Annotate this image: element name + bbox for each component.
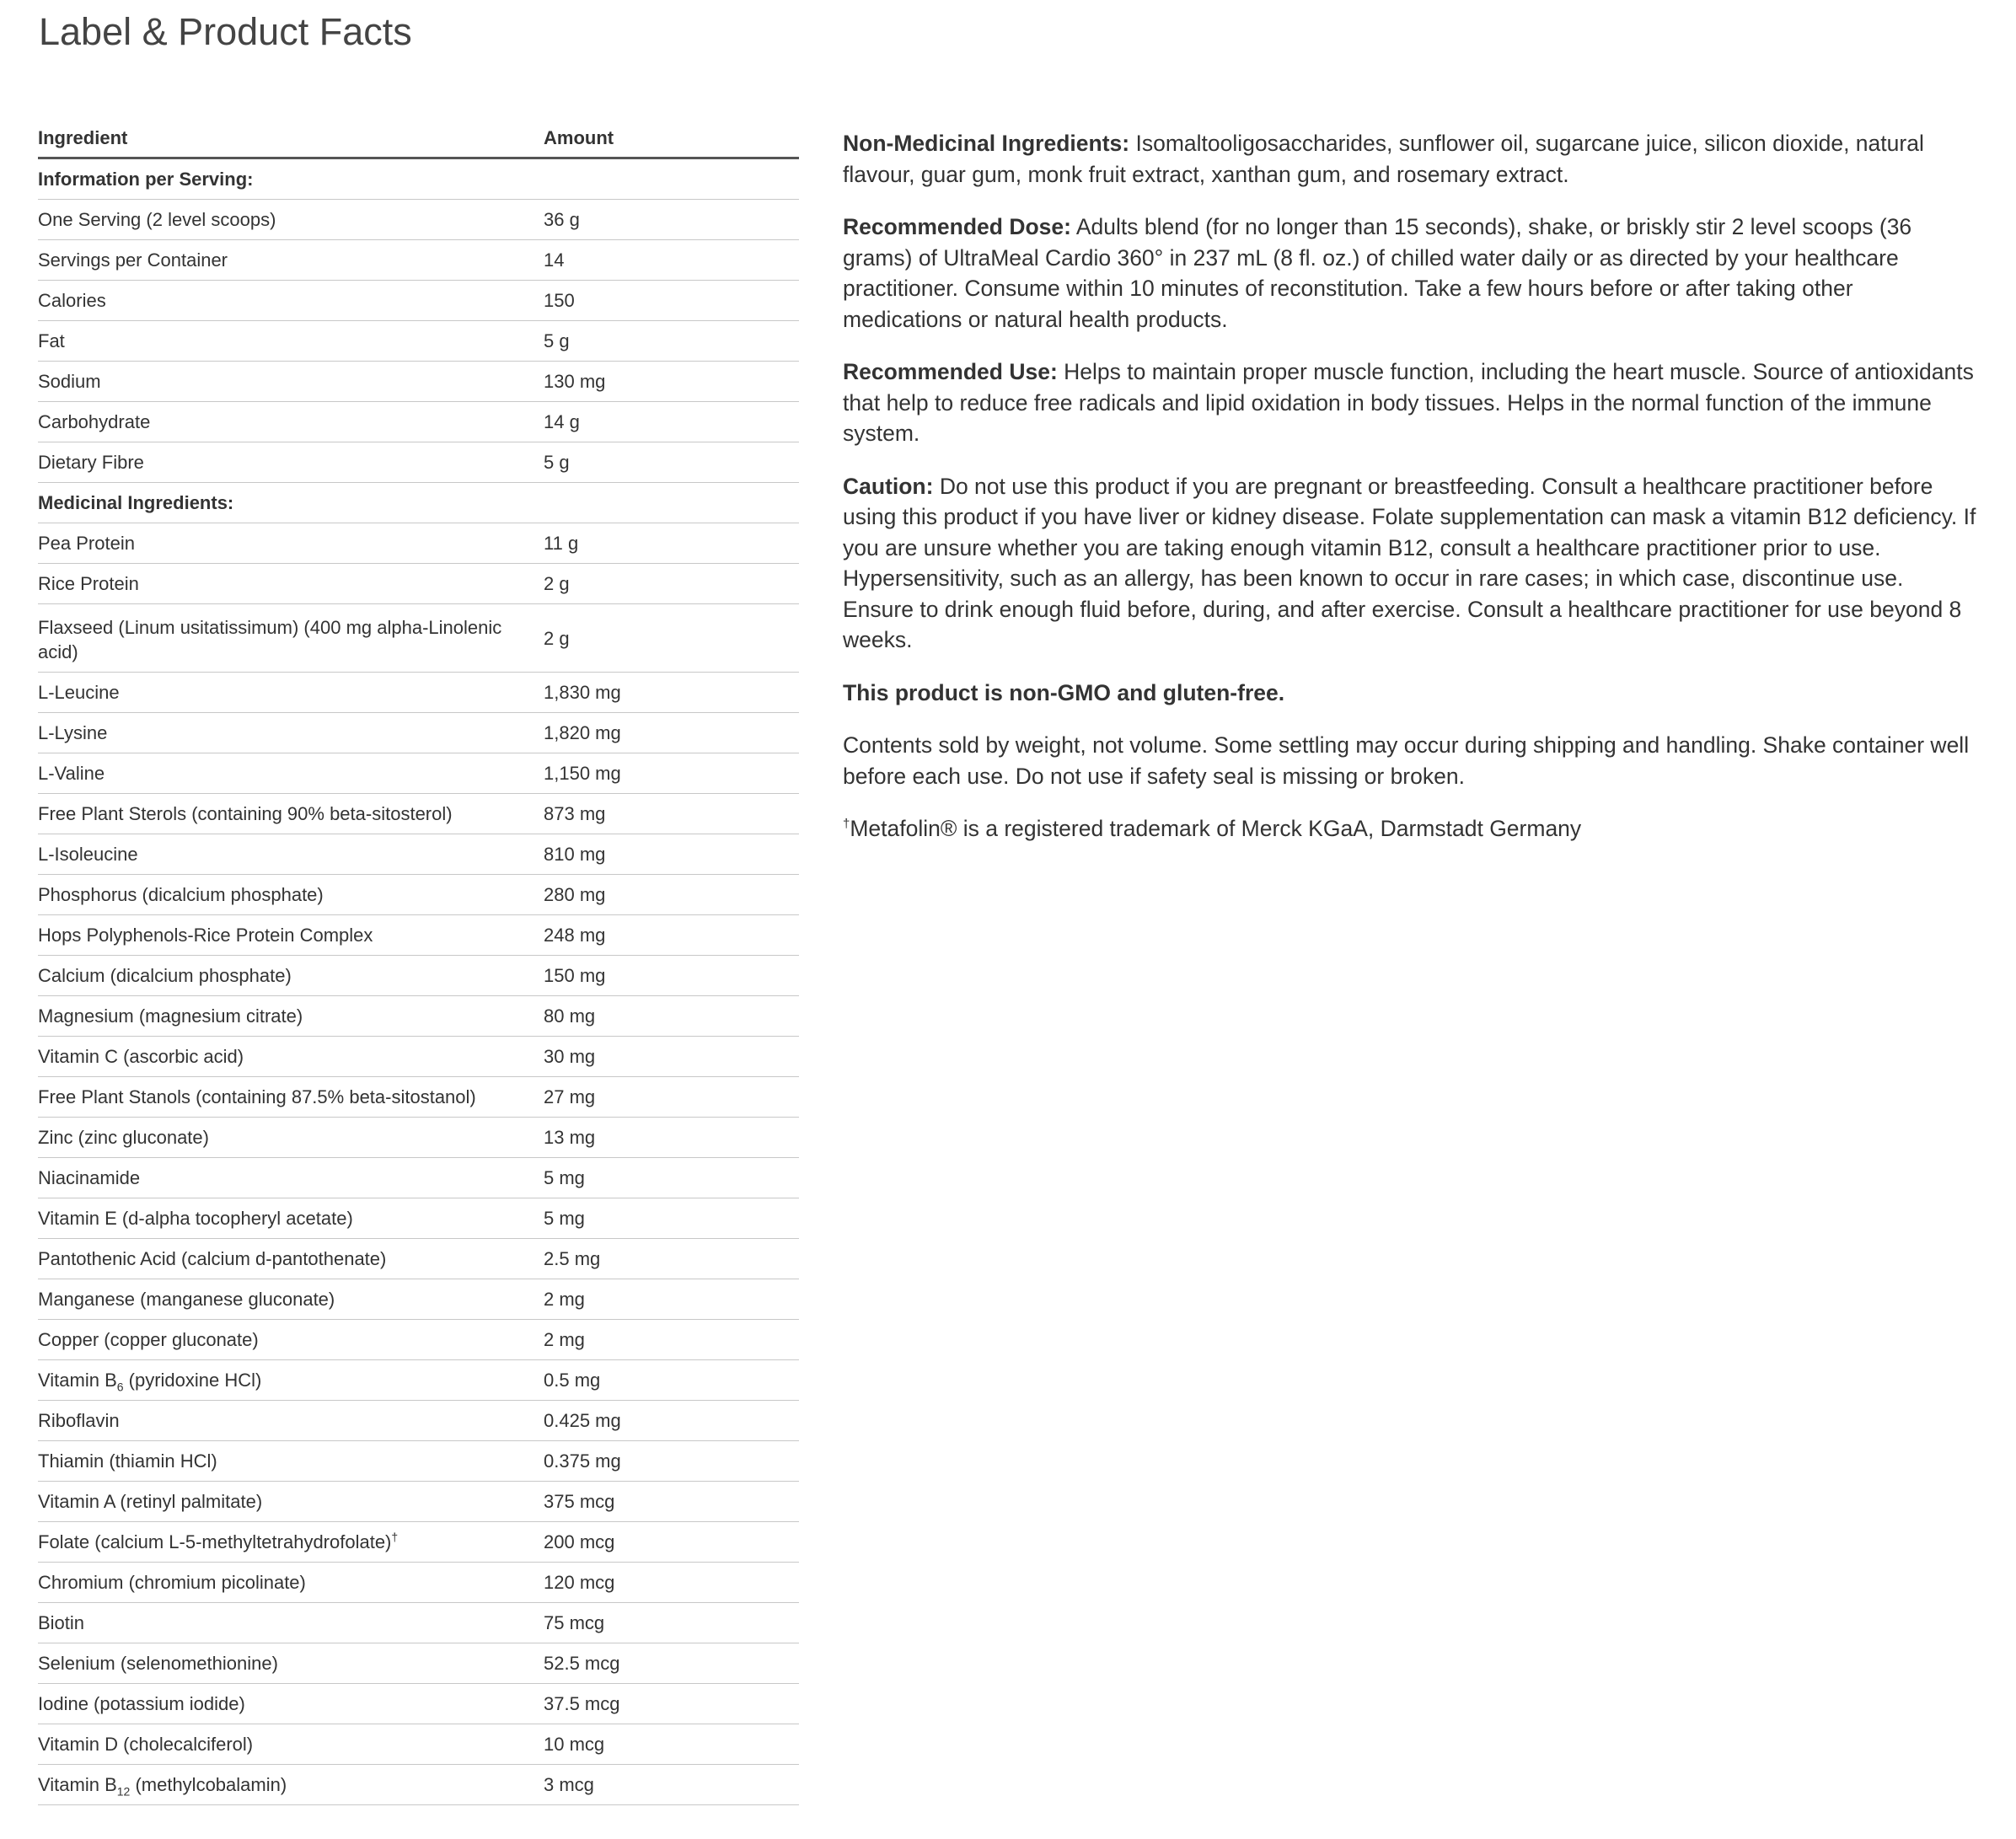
ingredient-name-text: Vitamin B — [38, 1774, 117, 1795]
ingredient-name — [38, 713, 544, 753]
ingredient-name-text: Folate (calcium L-5-methyltetrahydrofolate) — [38, 1531, 392, 1552]
table-row — [38, 834, 799, 875]
ingredient-name-text: L-Leucine — [38, 682, 120, 703]
ingredient-amount: 1,150 mg — [544, 753, 799, 794]
table-row — [38, 523, 799, 564]
ingredient-name-text: Fat — [38, 330, 65, 351]
ingredient-name-text: Free Plant Sterols (containing 90% beta-sitosterol) — [38, 803, 453, 824]
ingredients-table-body — [38, 158, 799, 1805]
ingredient-name-text: Calories — [38, 290, 106, 311]
table-row — [38, 915, 799, 956]
trademark-note — [843, 813, 1976, 844]
ingredient-name — [38, 753, 544, 794]
ingredient-amount: 5 mg — [544, 1198, 799, 1239]
ingredient-amount: 2 g — [544, 564, 799, 604]
table-row — [38, 604, 799, 673]
ingredient-name-text: Vitamin A (retinyl palmitate) — [38, 1491, 263, 1512]
recommended-dose — [843, 212, 1976, 335]
recommended-use — [843, 357, 1976, 449]
ingredient-name-text: Medicinal Ingredients: — [38, 492, 234, 513]
ingredient-amount — [544, 483, 799, 523]
ingredient-amount: 2 mg — [544, 1279, 799, 1320]
table-row — [38, 1563, 799, 1603]
ingredient-amount: 200 mcg — [544, 1522, 799, 1563]
table-row — [38, 200, 799, 240]
ingredient-name-text: L-Isoleucine — [38, 844, 138, 865]
ingredient-amount: 375 mcg — [544, 1482, 799, 1522]
ingredient-name — [38, 1401, 544, 1441]
ingredient-name — [38, 483, 544, 523]
subscript: 6 — [116, 1380, 124, 1394]
table-row — [38, 1603, 799, 1643]
ingredient-name — [38, 200, 544, 240]
ingredient-name — [38, 1239, 544, 1279]
ingredient-amount: 5 g — [544, 321, 799, 362]
table-row — [38, 1643, 799, 1684]
amount-column-header: Amount — [544, 120, 799, 158]
ingredient-amount — [544, 158, 799, 200]
ingredient-amount: 150 mg — [544, 956, 799, 996]
recommended-use-text: Helps to maintain proper muscle function, including the heart muscle. Source of antioxidants that help to reduce free radicals and lipid oxidation in body tissues. Helps in the normal function of the immune system. — [843, 359, 1974, 446]
table-row — [38, 240, 799, 281]
ingredient-name — [38, 402, 544, 442]
ingredient-name — [38, 834, 544, 875]
ingredient-amount: 52.5 mcg — [544, 1643, 799, 1684]
ingredient-name — [38, 523, 544, 564]
ingredient-name — [38, 321, 544, 362]
table-row — [38, 1198, 799, 1239]
table-row — [38, 362, 799, 402]
non-medicinal-text: Isomaltooligosaccharides, sunflower oil, sugarcane juice, silicon dioxide, natural flavour, guar gum, monk fruit extract, xanthan gum, and rosemary extract. — [843, 131, 1924, 187]
ingredient-name — [38, 362, 544, 402]
ingredient-name — [38, 158, 544, 200]
ingredient-name-text: Vitamin C (ascorbic acid) — [38, 1046, 244, 1067]
ingredient-amount: 3 mcg — [544, 1765, 799, 1805]
ingredient-name-suffix: (pyridoxine HCl) — [123, 1370, 262, 1391]
table-row — [38, 442, 799, 483]
ingredient-name — [38, 1643, 544, 1684]
ingredient-column-header: Ingredient — [38, 120, 544, 158]
ingredient-name-text: Vitamin D (cholecalciferol) — [38, 1734, 254, 1755]
table-row — [38, 875, 799, 915]
non-medicinal-label: Non-Medicinal Ingredients: — [843, 131, 1130, 156]
table-row — [38, 1118, 799, 1158]
table-row — [38, 1158, 799, 1198]
ingredient-amount: 1,820 mg — [544, 713, 799, 753]
dagger-mark: † — [843, 817, 850, 832]
ingredient-name-text: Thiamin (thiamin HCl) — [38, 1450, 217, 1472]
ingredient-amount: 13 mg — [544, 1118, 799, 1158]
ingredient-name-text: Servings per Container — [38, 249, 228, 271]
caution — [843, 471, 1976, 656]
table-row — [38, 753, 799, 794]
table-row — [38, 956, 799, 996]
ingredient-name — [38, 442, 544, 483]
table-row — [38, 1279, 799, 1320]
ingredient-name-text: L-Lysine — [38, 722, 108, 743]
ingredient-name — [38, 1684, 544, 1724]
ingredient-name — [38, 915, 544, 956]
table-row — [38, 1441, 799, 1482]
ingredient-name-text: Zinc (zinc gluconate) — [38, 1127, 209, 1148]
ingredient-name-text: Rice Protein — [38, 573, 139, 594]
ingredient-name-text: One Serving (2 level scoops) — [38, 209, 276, 230]
ingredient-amount: 0.425 mg — [544, 1401, 799, 1441]
table-row — [38, 1360, 799, 1401]
ingredient-amount: 14 g — [544, 402, 799, 442]
table-row — [38, 1401, 799, 1441]
table-row — [38, 321, 799, 362]
ingredient-amount: 14 — [544, 240, 799, 281]
ingredient-name-text: Biotin — [38, 1612, 85, 1633]
caution-label: Caution: — [843, 473, 934, 499]
table-section-row — [38, 158, 799, 200]
ingredient-name-text: Selenium (selenomethionine) — [38, 1653, 278, 1674]
ingredient-name — [38, 673, 544, 713]
ingredient-amount: 0.375 mg — [544, 1441, 799, 1482]
ingredient-name — [38, 1563, 544, 1603]
ingredient-name-text: Free Plant Stanols (containing 87.5% beta-sitostanol) — [38, 1086, 476, 1107]
ingredient-name — [38, 1118, 544, 1158]
ingredient-amount: 150 — [544, 281, 799, 321]
table-row — [38, 1320, 799, 1360]
ingredient-name — [38, 1724, 544, 1765]
ingredient-amount: 2 g — [544, 604, 799, 673]
non-medicinal-ingredients — [843, 128, 1976, 190]
ingredient-name — [38, 1158, 544, 1198]
ingredient-amount: 1,830 mg — [544, 673, 799, 713]
trademark-text: Metafolin® is a registered trademark of Merck KGaA, Darmstadt Germany — [850, 816, 1582, 841]
table-section-row — [38, 483, 799, 523]
table-row — [38, 281, 799, 321]
ingredient-name — [38, 956, 544, 996]
dagger-mark: † — [391, 1530, 399, 1544]
ingredient-name — [38, 240, 544, 281]
ingredient-name — [38, 1077, 544, 1118]
ingredient-amount: 5 mg — [544, 1158, 799, 1198]
ingredient-name-text: Manganese (manganese gluconate) — [38, 1289, 335, 1310]
table-row — [38, 1765, 799, 1805]
subscript: 12 — [116, 1784, 131, 1799]
table-row — [38, 402, 799, 442]
ingredient-amount: 873 mg — [544, 794, 799, 834]
table-header-row — [38, 120, 799, 158]
ingredient-name-text: Carbohydrate — [38, 411, 151, 432]
contents-statement: Contents sold by weight, not volume. Some settling may occur during shipping and handling. Shake container well before each use. Do not use if safety seal is missing or broken. — [843, 732, 1970, 789]
ingredient-name-suffix: (methylcobalamin) — [130, 1774, 287, 1795]
table-row — [38, 1037, 799, 1077]
ingredient-name-text: Niacinamide — [38, 1167, 141, 1188]
ingredient-name-text: Hops Polyphenols-Rice Protein Complex — [38, 925, 373, 946]
ingredient-amount: 130 mg — [544, 362, 799, 402]
ingredient-name — [38, 281, 544, 321]
table-row — [38, 713, 799, 753]
table-row — [38, 1482, 799, 1522]
page-title: Label & Product Facts — [39, 10, 412, 53]
ingredient-name-text: Vitamin E (d-alpha tocopheryl acetate) — [38, 1208, 353, 1229]
table-row — [38, 673, 799, 713]
ingredient-amount: 11 g — [544, 523, 799, 564]
recommended-use-label: Recommended Use: — [843, 359, 1058, 384]
ingredient-name — [38, 1037, 544, 1077]
ingredient-amount: 80 mg — [544, 996, 799, 1037]
ingredient-amount: 810 mg — [544, 834, 799, 875]
ingredient-name-text: Chromium (chromium picolinate) — [38, 1572, 306, 1593]
ingredient-name — [38, 1765, 544, 1805]
ingredient-amount: 280 mg — [544, 875, 799, 915]
ingredient-name — [38, 875, 544, 915]
table-row — [38, 1724, 799, 1765]
ingredient-name-text: Pantothenic Acid (calcium d-pantothenate) — [38, 1248, 387, 1269]
ingredient-name-text: Copper (copper gluconate) — [38, 1329, 259, 1350]
product-info — [843, 128, 1976, 866]
table-row — [38, 1684, 799, 1724]
recommended-dose-text: Adults blend (for no longer than 15 seconds), shake, or briskly stir 2 level scoops (36 grams) of UltraMeal Cardio 360° in 237 mL (8 fl. oz.) of chilled water daily or as directed by your healthcare practitioner. Consume within 10 minutes of reconstitution. Take a few hours before or after taking other medications or natural health products. — [843, 214, 1912, 332]
ingredient-amount: 0.5 mg — [544, 1360, 799, 1401]
table-row — [38, 996, 799, 1037]
non-gmo-statement — [843, 678, 1976, 709]
table-row — [38, 794, 799, 834]
ingredient-name — [38, 1603, 544, 1643]
table-row — [38, 1077, 799, 1118]
ingredient-name-text: Phosphorus (dicalcium phosphate) — [38, 884, 324, 905]
ingredient-name — [38, 1482, 544, 1522]
ingredient-name — [38, 604, 544, 673]
ingredient-name — [38, 564, 544, 604]
ingredient-name — [38, 996, 544, 1037]
recommended-dose-label: Recommended Dose: — [843, 214, 1071, 239]
ingredient-name-text: L-Valine — [38, 763, 105, 784]
ingredient-name-text: Information per Serving: — [38, 169, 254, 190]
ingredient-amount: 27 mg — [544, 1077, 799, 1118]
ingredient-name — [38, 794, 544, 834]
ingredient-amount: 75 mcg — [544, 1603, 799, 1643]
ingredient-name — [38, 1198, 544, 1239]
non-gmo-text: This product is non-GMO and gluten-free. — [843, 679, 1285, 705]
ingredient-name-text: Dietary Fibre — [38, 452, 144, 473]
ingredient-name-text: Riboflavin — [38, 1410, 120, 1431]
ingredient-amount: 10 mcg — [544, 1724, 799, 1765]
ingredient-name — [38, 1522, 544, 1563]
ingredient-name-text: Iodine (potassium iodide) — [38, 1693, 245, 1714]
ingredient-name-text: Vitamin B — [38, 1370, 117, 1391]
ingredient-name-text: Flaxseed (Linum usitatissimum) (400 mg alpha-Linolenic acid) — [38, 617, 502, 662]
caution-text: Do not use this product if you are pregnant or breastfeeding. Consult a healthcare practitioner before using this product if you have liver or kidney disease. Folate supplementation can mask a vitamin B12 deficiency. If you are unsure whether you are taking enough vitamin B12, consult a healthcare practitioner prior to use. Hypersensitivity, such as an allergy, has been known to occur in rare cases; in which case, discontinue use. Ensure to drink enough fluid before, during, and after exercise. Consult a healthcare practitioner for use beyond 8 weeks. — [843, 473, 1976, 652]
ingredient-name-text: Magnesium (magnesium citrate) — [38, 1005, 303, 1027]
ingredient-name — [38, 1320, 544, 1360]
ingredient-name-text: Sodium — [38, 371, 101, 392]
ingredient-name — [38, 1279, 544, 1320]
ingredient-name-text: Calcium (dicalcium phosphate) — [38, 965, 292, 986]
table-row — [38, 1522, 799, 1563]
ingredient-amount: 2 mg — [544, 1320, 799, 1360]
table-row — [38, 564, 799, 604]
ingredient-amount: 37.5 mcg — [544, 1684, 799, 1724]
ingredient-amount: 2.5 mg — [544, 1239, 799, 1279]
ingredient-amount: 248 mg — [544, 915, 799, 956]
ingredient-amount: 30 mg — [544, 1037, 799, 1077]
ingredient-name-text: Pea Protein — [38, 533, 135, 554]
table-row — [38, 1239, 799, 1279]
ingredient-name — [38, 1360, 544, 1401]
ingredients-table — [38, 120, 799, 1805]
ingredient-amount: 120 mcg — [544, 1563, 799, 1603]
ingredient-amount: 5 g — [544, 442, 799, 483]
ingredient-name — [38, 1441, 544, 1482]
ingredient-amount: 36 g — [544, 200, 799, 240]
